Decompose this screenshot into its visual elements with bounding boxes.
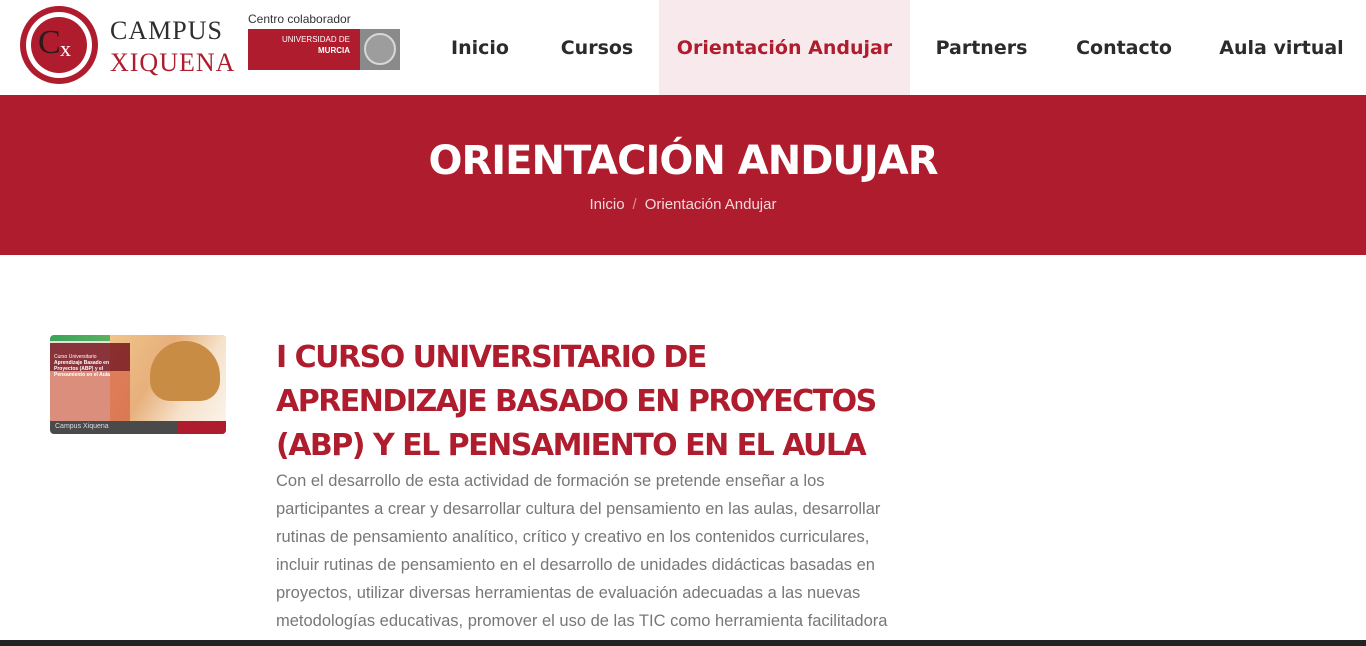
logo-name-line1: CAMPUS bbox=[110, 16, 223, 45]
thumbnail-footer-text: Campus Xiquena bbox=[55, 423, 109, 430]
site-header bbox=[0, 0, 1366, 95]
nav-contacto[interactable]: Contacto bbox=[1076, 36, 1172, 59]
university-name-line2: MURCIA bbox=[318, 46, 350, 55]
university-logo bbox=[248, 29, 400, 70]
thumbnail-caption-title: Aprendizaje Basado en Proyectos (ABP) y el Pensamiento en el Aula bbox=[54, 360, 110, 378]
nav-aula-virtual[interactable]: Aula virtual bbox=[1219, 36, 1344, 59]
bottom-bar bbox=[0, 640, 1366, 646]
post-excerpt: Con el desarrollo de esta actividad de formación se pretende enseñar a los participantes a crear y desarrollar cultura del pensamiento en las aulas, desarrollar rutinas de pensamiento analítico, crítico y creativo en los contenidos curriculares, incluir rutinas de pensamiento en el desarrollo de unidades didácticas basadas en proyectos, utilizar diversas herramientas de evaluación adecuadas a las nuevas metodologías educativas, promover el uso de las TIC como herramienta facilitadora bbox=[276, 472, 888, 630]
breadcrumb-home-link[interactable]: Inicio bbox=[589, 196, 625, 213]
breadcrumb-separator: / bbox=[632, 196, 637, 213]
logo-name-line2: XIQUENA bbox=[110, 48, 236, 77]
breadcrumb bbox=[0, 196, 1366, 213]
collaborator-label: Centro colaborador bbox=[248, 12, 351, 26]
post-title-link[interactable]: I CURSO UNIVERSITARIO DE APRENDIZAJE BASADO EN PROYECTOS (ABP) Y EL PENSAMIENTO EN EL AULA bbox=[276, 340, 876, 463]
page-title: ORIENTACIÓN ANDUJAR bbox=[428, 138, 938, 184]
university-name-line1: UNIVERSIDAD DE bbox=[281, 35, 350, 44]
logo-letter-x: x bbox=[60, 36, 71, 61]
nav-inicio[interactable]: Inicio bbox=[451, 36, 509, 59]
thumbnail-caption-small: Curso Universitario bbox=[54, 354, 97, 360]
nav-partners[interactable]: Partners bbox=[935, 36, 1028, 59]
breadcrumb-current: Orientación Andujar bbox=[644, 196, 777, 213]
nav-orientacion-andujar[interactable]: Orientación Andujar bbox=[659, 0, 910, 95]
logo-letter-c: C bbox=[38, 24, 61, 61]
collaborator-badge[interactable] bbox=[248, 12, 400, 70]
university-seal-icon bbox=[360, 29, 400, 70]
post-thumbnail[interactable] bbox=[50, 335, 226, 434]
campus-xiquena-logo[interactable] bbox=[20, 6, 235, 86]
page-banner bbox=[0, 95, 1366, 255]
nav-cursos[interactable]: Cursos bbox=[560, 36, 634, 59]
